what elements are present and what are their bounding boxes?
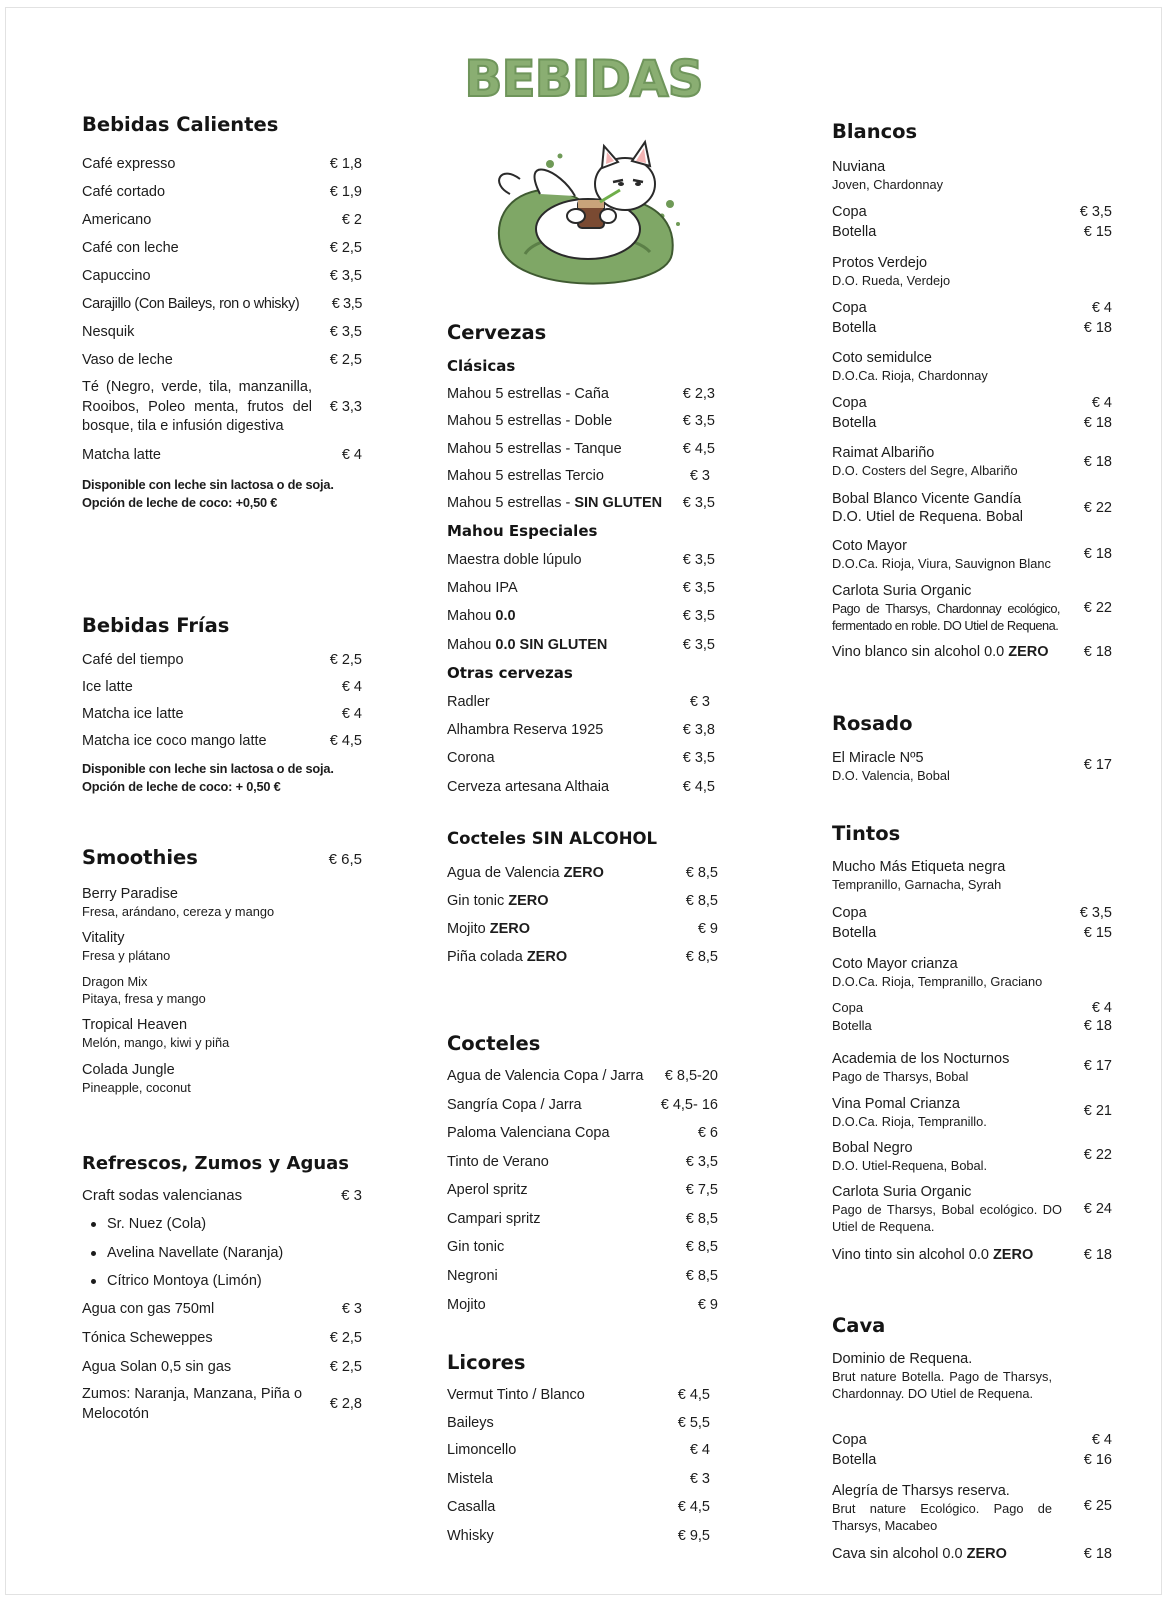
- wine-price: € 17: [1083, 757, 1112, 773]
- copa-botella-prices: Copa € 4 Botella € 18: [832, 1000, 1112, 1034]
- menu-item: Agua con gas 750ml € 3: [82, 1301, 362, 1317]
- menu-item: Limoncello € 4: [447, 1442, 710, 1458]
- menu-item: Mojito ZERO € 9: [447, 921, 718, 937]
- section-heading-tintos: Tintos: [832, 822, 901, 845]
- note-coconut: Opción de leche de coco: + 0,50 €: [82, 779, 281, 794]
- copa-botella-prices: Copa € 3,5 Botella € 15: [832, 905, 1112, 941]
- wine-item: Carlota Suria Organic Pago de Tharsys, Bobal ecológico. DO Utiel de Requena.: [832, 1184, 1062, 1234]
- list-item: Sr. Nuez (Cola): [82, 1210, 362, 1239]
- menu-item: Corona € 3,5: [447, 750, 715, 766]
- smoothie-item: Vitality Fresa y plátano: [82, 930, 171, 963]
- menu-item: Zumos: Naranja, Manzana, Piña o Melocotón € 2,8: [82, 1386, 362, 1422]
- copa-botella-prices: Copa € 4 Botella € 18: [832, 395, 1112, 431]
- smoothie-item: Colada Jungle Pineapple, coconut: [82, 1062, 191, 1095]
- menu-item: Café del tiempo € 2,5: [82, 652, 362, 668]
- section-heading-refrescos: Refrescos, Zumos y Aguas: [82, 1153, 350, 1174]
- menu-item: Café con leche € 2,5: [82, 240, 362, 256]
- wine-item: El Miracle Nº5 D.O. Valencia, Bobal: [832, 750, 950, 783]
- wine-item: Alegría de Tharsys reserva. Brut nature Ecológico. Pago de Tharsys, Macabeo: [832, 1483, 1052, 1533]
- section-heading-smoothies: Smoothies: [82, 846, 198, 869]
- wine-price: € 22: [1083, 600, 1112, 616]
- menu-item: Ice latte € 4: [82, 679, 362, 695]
- menu-item: Agua de Valencia Copa / Jarra € 8,5-20: [447, 1068, 718, 1084]
- menu-item: Mahou 5 estrellas - Tanque € 4,5: [447, 441, 715, 457]
- menu-item: Capuccino € 3,5: [82, 268, 362, 284]
- menu-item: Matcha ice coco mango latte € 4,5: [82, 733, 362, 749]
- menu-item: Sangría Copa / Jarra € 4,5- 16: [447, 1097, 718, 1113]
- wine-price: € 22: [1083, 500, 1112, 516]
- menu-item: Café cortado € 1,9: [82, 184, 362, 200]
- wine-item: Carlota Suria Organic Pago de Tharsys, Chardonnay ecológico, fermentado en roble. DO Utiel de Requena.: [832, 583, 1060, 633]
- menu-item: Nesquik € 3,5: [82, 324, 362, 340]
- menu-item: Carajillo (Con Baileys, ron o whisky) € 3,5: [82, 296, 362, 312]
- wine-item: Bobal Blanco Vicente Gandía D.O. Utiel de Requena. Bobal: [832, 491, 1024, 525]
- wine-price: € 17: [1083, 1058, 1112, 1074]
- note-lactose: Disponible con leche sin lactosa o de soja.: [82, 761, 334, 776]
- section-heading-sin-alcohol: Cocteles SIN ALCOHOL: [447, 829, 658, 848]
- wine-item: Coto Mayor D.O.Ca. Rioja, Viura, Sauvignon Blanc: [832, 538, 1051, 571]
- wine-price: € 18: [1083, 454, 1112, 470]
- section-heading-licores: Licores: [447, 1351, 526, 1374]
- section-heading-cocteles: Cocteles: [447, 1032, 541, 1055]
- menu-item: Casalla € 4,5: [447, 1499, 710, 1515]
- menu-item: Tinto de Verano € 3,5: [447, 1154, 718, 1170]
- copa-botella-prices: Copa € 4 Botella € 18: [832, 300, 1112, 336]
- section-heading-rosado: Rosado: [832, 712, 913, 735]
- menu-item: Paloma Valenciana Copa € 6: [447, 1125, 718, 1141]
- wine-item: Dominio de Requena. Brut nature Botella. Pago de Tharsys, Chardonnay. DO Utiel de Requena.: [832, 1351, 1052, 1401]
- copa-botella-prices: Copa € 4 Botella € 16: [832, 1432, 1112, 1468]
- wine-price: € 18: [1083, 546, 1112, 562]
- menu-item: Mahou 5 estrellas - SIN GLUTEN € 3,5: [447, 495, 715, 511]
- menu-item: Agua Solan 0,5 sin gas € 2,5: [82, 1359, 362, 1375]
- menu-item: Craft sodas valencianas € 3: [82, 1187, 362, 1204]
- menu-item: Café expresso € 1,8: [82, 156, 362, 172]
- note-lactose: Disponible con leche sin lactosa o de soja.: [82, 477, 334, 492]
- menu-item: Gin tonic ZERO € 8,5: [447, 893, 718, 909]
- list-item: Cítrico Montoya (Limón): [82, 1267, 362, 1296]
- menu-item: Agua de Valencia ZERO € 8,5: [447, 865, 718, 881]
- menu-item: Negroni € 8,5: [447, 1268, 718, 1284]
- smoothie-item: Dragon Mix Pitaya, fresa y mango: [82, 974, 206, 1006]
- menu-item: Campari spritz € 8,5: [447, 1211, 718, 1227]
- craft-soda-list: [82, 1210, 362, 1296]
- menu-item: Mistela € 3: [447, 1471, 710, 1487]
- wine-item: Nuviana Joven, Chardonnay: [832, 159, 943, 192]
- section-heading-cervezas: Cervezas: [447, 321, 547, 344]
- page-title: BEBIDAS: [464, 50, 703, 108]
- wine-item: Bobal Negro D.O. Utiel-Requena, Bobal.: [832, 1140, 988, 1173]
- menu-item: Mojito € 9: [447, 1297, 718, 1313]
- smoothies-price: € 6,5: [328, 851, 362, 868]
- menu-item: Aperol spritz € 7,5: [447, 1182, 718, 1198]
- wine-item: Coto Mayor crianza D.O.Ca. Rioja, Tempranillo, Graciano: [832, 956, 1043, 989]
- smoothie-item: Berry Paradise Fresa, arándano, cereza y mango: [82, 886, 275, 919]
- menu-item: Vino tinto sin alcohol 0.0 ZERO € 18: [832, 1247, 1112, 1263]
- subheading-clasicas: Clásicas: [447, 357, 516, 375]
- section-heading-frias: Bebidas Frías: [82, 614, 230, 637]
- menu-item: Whisky € 9,5: [447, 1528, 710, 1544]
- menu-item: Vaso de leche € 2,5: [82, 352, 362, 368]
- menu-item: Gin tonic € 8,5: [447, 1239, 718, 1255]
- menu-item: Piña colada ZERO € 8,5: [447, 949, 718, 965]
- menu-item: Mahou 5 estrellas Tercio € 3: [447, 468, 710, 484]
- wine-item: Protos Verdejo D.O. Rueda, Verdejo: [832, 255, 951, 288]
- section-heading-calientes: Bebidas Calientes: [82, 113, 279, 136]
- wine-item: Academia de los Nocturnos Pago de Tharsys, Bobal: [832, 1051, 1010, 1084]
- wine-item: Mucho Más Etiqueta negra Tempranillo, Garnacha, Syrah: [832, 859, 1006, 892]
- menu-item: Baileys € 5,5: [447, 1415, 710, 1431]
- menu-item: Mahou 0.0 € 3,5: [447, 608, 715, 624]
- wine-item: Vina Pomal Crianza D.O.Ca. Rioja, Tempranillo.: [832, 1096, 987, 1129]
- menu-item: Tónica Scheweppes € 2,5: [82, 1330, 362, 1346]
- menu-item: Alhambra Reserva 1925 € 3,8: [447, 722, 715, 738]
- menu-item: Té (Negro, verde, tila, manzanilla, Rooibos, Poleo menta, frutos del bosque, tila e infusión digestiva € 3,3: [82, 379, 362, 434]
- menu-item: Cerveza artesana Althaia € 4,5: [447, 779, 715, 795]
- subheading-especiales: Mahou Especiales: [447, 522, 598, 540]
- wine-price: € 21: [1083, 1103, 1112, 1119]
- menu-item: Radler € 3: [447, 694, 710, 710]
- list-item: Avelina Navellate (Naranja): [82, 1239, 362, 1268]
- section-heading-blancos: Blancos: [832, 120, 918, 143]
- wine-price: € 24: [1083, 1201, 1112, 1217]
- copa-botella-prices: Copa € 3,5 Botella € 15: [832, 204, 1112, 240]
- wine-item: Raimat Albariño D.O. Costers del Segre, Albariño: [832, 445, 1018, 478]
- subheading-otras: Otras cervezas: [447, 664, 573, 682]
- wine-price: € 22: [1083, 1147, 1112, 1163]
- menu-item: Cava sin alcohol 0.0 ZERO € 18: [832, 1546, 1112, 1562]
- section-heading-cava: Cava: [832, 1314, 886, 1337]
- wine-item: Coto semidulce D.O.Ca. Rioja, Chardonnay: [832, 350, 988, 383]
- menu-item: Mahou IPA € 3,5: [447, 580, 715, 596]
- menu-item: Americano € 2: [82, 212, 362, 228]
- wine-price: € 25: [1083, 1498, 1112, 1514]
- menu-item: Mahou 5 estrellas - Caña € 2,3: [447, 386, 715, 402]
- menu-item: Mahou 5 estrellas - Doble € 3,5: [447, 413, 715, 429]
- menu-item: Vermut Tinto / Blanco € 4,5: [447, 1387, 710, 1403]
- menu-item: Vino blanco sin alcohol 0.0 ZERO € 18: [832, 644, 1112, 660]
- menu-item: Matcha latte € 4: [82, 447, 362, 463]
- smoothie-item: Tropical Heaven Melón, mango, kiwi y piña: [82, 1017, 230, 1050]
- note-coconut: Opción de leche de coco: +0,50 €: [82, 495, 278, 510]
- menu-item: Maestra doble lúpulo € 3,5: [447, 552, 715, 568]
- cat-beanbag-illustration: [480, 134, 690, 299]
- menu-item: Matcha ice latte € 4: [82, 706, 362, 722]
- menu-item: Mahou 0.0 SIN GLUTEN € 3,5: [447, 637, 715, 653]
